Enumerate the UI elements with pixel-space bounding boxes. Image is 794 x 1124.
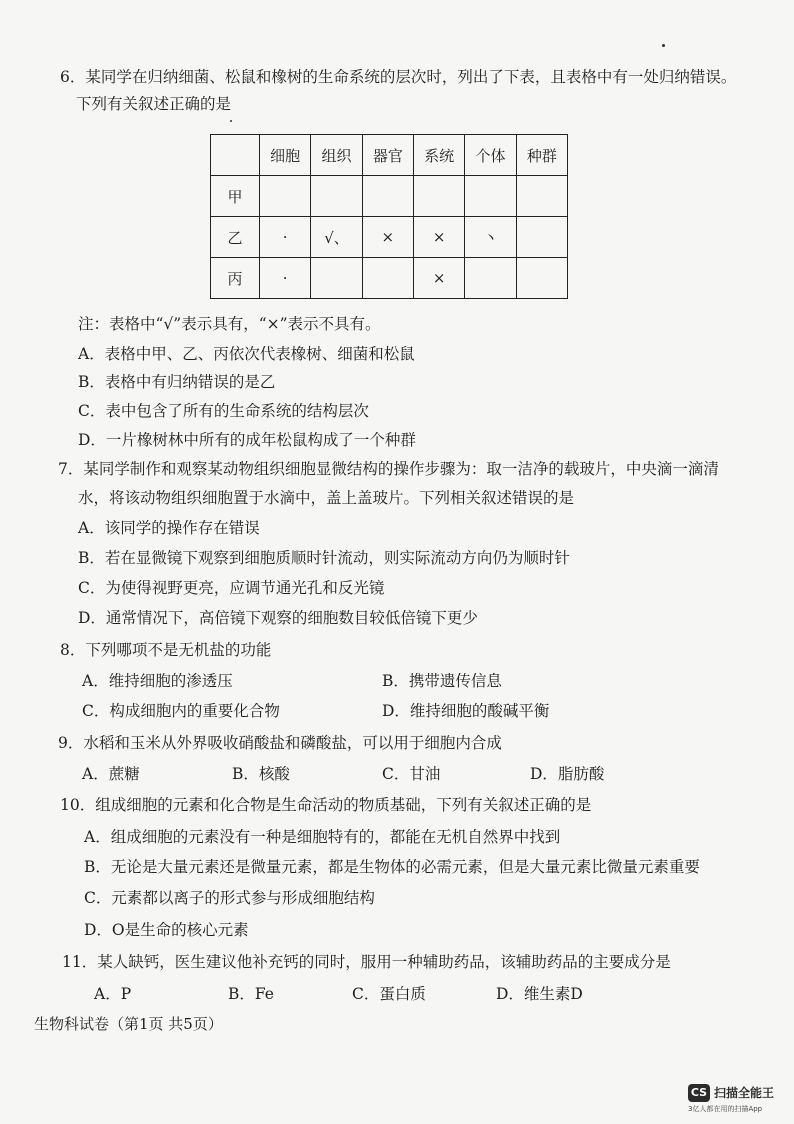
q6-table (210, 134, 568, 299)
table-cell (311, 176, 362, 217)
table-cell (516, 258, 567, 299)
table-cell (362, 258, 413, 299)
table-cell: √、 (311, 217, 362, 258)
table-cell: × (413, 258, 464, 299)
q6-option-d: D．一片橡树林中所有的成年松鼠构成了一个种群 (78, 431, 416, 449)
table-header-cell (211, 135, 260, 176)
table-cell: · (260, 217, 311, 258)
q8-option-d: D．维持细胞的酸碱平衡 (382, 702, 550, 720)
table-cell (260, 176, 311, 217)
q7-option-d: D．通常情况下，高倍镜下观察的细胞数目较低倍镜下更少 (78, 609, 478, 627)
q11-option-d: D．维生素D (496, 985, 583, 1003)
table-cell (362, 176, 413, 217)
table-header-cell: 个体 (465, 135, 516, 176)
table-cell (516, 217, 567, 258)
table-header-cell: 种群 (516, 135, 567, 176)
table-header-cell: 系统 (413, 135, 464, 176)
q8-option-a: A．维持细胞的渗透压 (82, 672, 233, 690)
scan-speck (662, 44, 665, 47)
camscanner-logo-icon: CS (688, 1084, 710, 1102)
table-row (211, 258, 568, 299)
q7-stem-line2: 水，将该动物组织细胞置于水滴中，盖上盖玻片。下列相关叙述错误的是 (78, 489, 575, 507)
q6-note: 注：表格中“√”表示具有，“×”表示不具有。 (78, 315, 381, 333)
q6-option-b: B．表格中有归纳错误的是乙 (78, 373, 276, 391)
q10-option-a: A．组成细胞的元素没有一种是细胞特有的，都能在无机自然界中找到 (84, 828, 561, 846)
q11-option-b: B．Fe (228, 985, 274, 1003)
q9-option-b: B．核酸 (232, 765, 290, 783)
table-cell (465, 258, 516, 299)
table-header-cell: 器官 (362, 135, 413, 176)
q6-stem-line1: 6．某同学在归纳细菌、松鼠和橡树的生命系统的层次时，列出了下表，且表格中有一处归纳错误。 (60, 68, 737, 86)
q10-option-c: C．元素都以离子的形式参与形成细胞结构 (84, 889, 375, 907)
table-cell (413, 176, 464, 217)
table-row (211, 217, 568, 258)
q9-option-a: A．蔗糖 (82, 765, 140, 783)
table-cell: 丶 (465, 217, 516, 258)
q8-option-b: B．携带遗传信息 (382, 672, 502, 690)
q9-stem: 9．水稻和玉米从外界吸收硝酸盐和磷酸盐，可以用于细胞内合成 (58, 734, 502, 752)
q11-option-a: A．P (94, 985, 132, 1003)
q8-stem: 8．下列哪项不是无机盐的功能 (60, 641, 272, 659)
q7-option-a: A．该同学的操作存在错误 (78, 519, 260, 537)
table-row-label: 乙 (211, 217, 260, 258)
table-header-cell: 组织 (311, 135, 362, 176)
q7-option-b: B．若在显微镜下观察到细胞质顺时针流动，则实际流动方向仍为顺时针 (78, 549, 570, 567)
q6-option-a: A．表格中甲、乙、丙依次代表橡树、细菌和松鼠 (78, 345, 415, 363)
q6-stem-line2: 下列有关叙述正确的是 (76, 95, 232, 113)
table-header-cell: 细胞 (260, 135, 311, 176)
q10-option-d: D．O是生命的核心元素 (84, 921, 249, 939)
q7-stem-line1: 7．某同学制作和观察某动物组织细胞显微结构的操作步骤为：取一洁净的载玻片，中央滴一滴清 (58, 460, 719, 478)
q9-option-d: D．脂肪酸 (530, 765, 605, 783)
table-row-label: 丙 (211, 258, 260, 299)
q6-option-c: C．表中包含了所有的生命系统的结构层次 (78, 402, 369, 420)
q11-stem: 11．某人缺钙，医生建议他补充钙的同时，服用一种辅助药品，该辅助药品的主要成分是 (62, 953, 671, 971)
q8-option-c: C．构成细胞内的重要化合物 (82, 702, 280, 720)
table-cell: × (413, 217, 464, 258)
scanner-watermark (688, 1080, 788, 1120)
q7-option-c: C．为使得视野更亮，应调节通光孔和反光镜 (78, 579, 385, 597)
scanner-tagline: 3亿人都在用的扫描App (688, 1105, 763, 1113)
table-cell: × (362, 217, 413, 258)
table-cell: · (260, 258, 311, 299)
table-cell (516, 176, 567, 217)
table-cell (465, 176, 516, 217)
q10-stem: 10．组成细胞的元素和化合物是生命活动的物质基础，下列有关叙述正确的是 (60, 796, 592, 814)
table-cell (311, 258, 362, 299)
q10-option-b: B．无论是大量元素还是微量元素，都是生物体的必需元素，但是大量元素比微量元素重要 (84, 858, 700, 876)
q9-option-c: C．甘油 (382, 765, 441, 783)
scanner-app-name: 扫描全能王 (714, 1086, 775, 1100)
page-footer: 生物科试卷（第1页 共5页） (34, 1015, 223, 1033)
table-row (211, 176, 568, 217)
table-header-row (211, 135, 568, 176)
q11-option-c: C．蛋白质 (352, 985, 426, 1003)
table-row-label: 甲 (211, 176, 260, 217)
scan-speck (230, 120, 232, 122)
